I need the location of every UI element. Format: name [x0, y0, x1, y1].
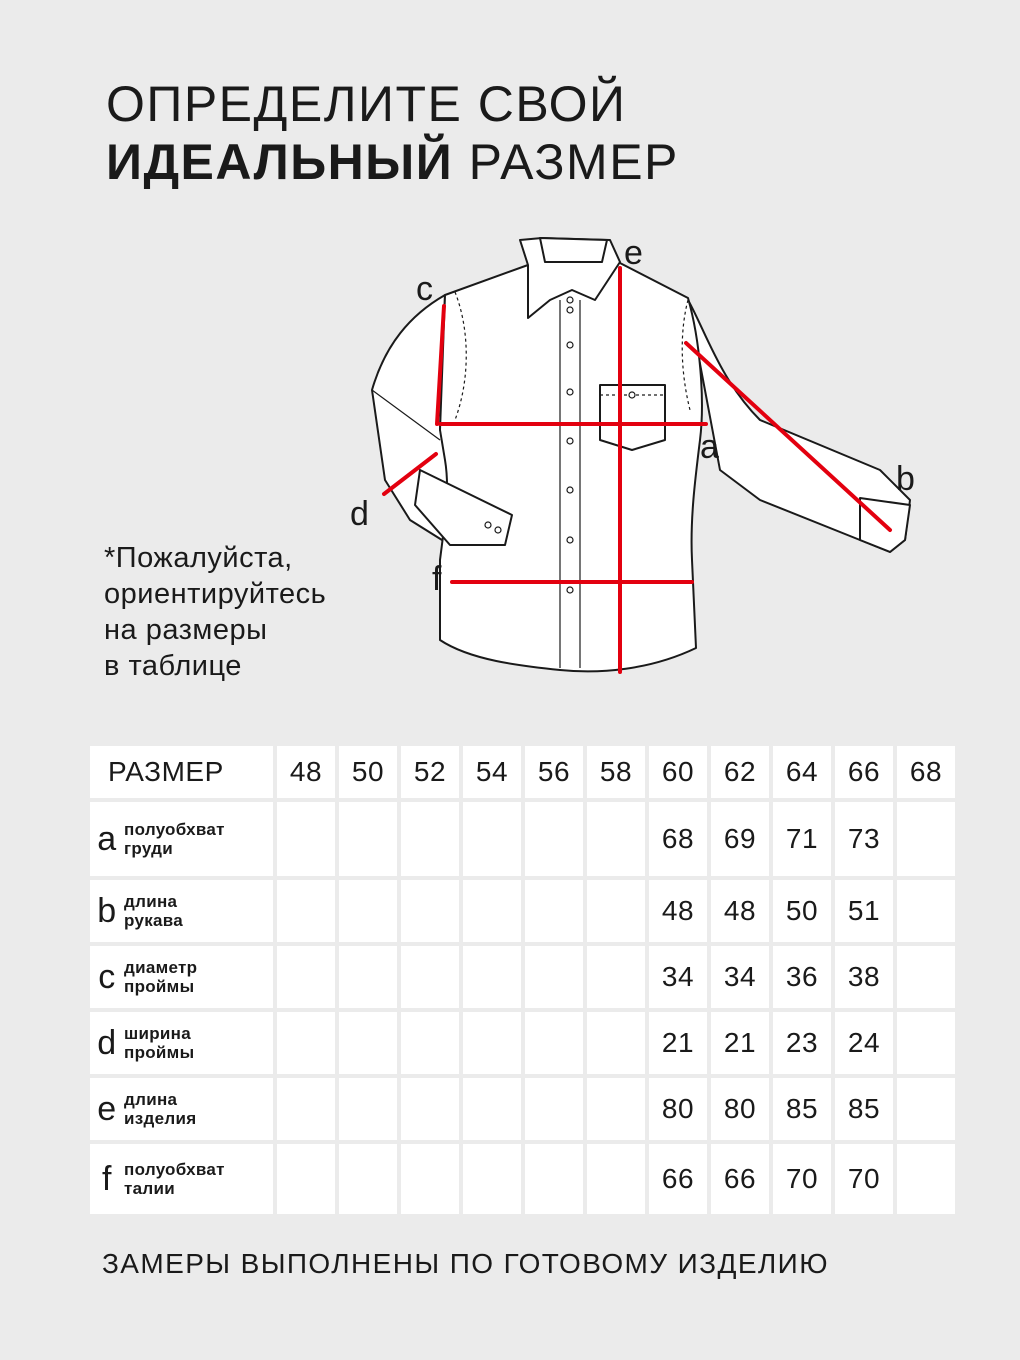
measure-label-a: a [700, 428, 719, 466]
table-cell: 80 [711, 1078, 769, 1140]
size-header-cell: 60 [649, 746, 707, 798]
table-cell: 34 [649, 946, 707, 1008]
row-label [90, 1160, 273, 1198]
table-cell [277, 1144, 335, 1214]
table-cell [525, 880, 583, 942]
table-cell: 21 [649, 1012, 707, 1074]
row-label-cell [90, 802, 273, 876]
measure-label-c: c [416, 270, 433, 308]
table-cell [339, 880, 397, 942]
row-label [90, 1024, 273, 1062]
table-cell: 85 [773, 1078, 831, 1140]
row-description-line: ширина [124, 1024, 191, 1043]
row-description-line: проймы [124, 1043, 195, 1062]
row-letter: e [97, 1090, 117, 1128]
table-cell [525, 1078, 583, 1140]
table-cell [339, 946, 397, 1008]
page-title [106, 76, 679, 190]
size-header-cell: 68 [897, 746, 955, 798]
table-cell [277, 880, 335, 942]
size-header-cell: 48 [277, 746, 335, 798]
table-row [90, 880, 955, 942]
table-cell [463, 946, 521, 1008]
table-row [90, 802, 955, 876]
table-cell: 70 [835, 1144, 893, 1214]
table-cell [525, 1144, 583, 1214]
table-cell [897, 946, 955, 1008]
size-header-cell: 64 [773, 746, 831, 798]
table-row [90, 1144, 955, 1214]
size-header-cell: 58 [587, 746, 645, 798]
table-cell: 23 [773, 1012, 831, 1074]
row-description-line: талии [124, 1179, 175, 1198]
table-cell: 51 [835, 880, 893, 942]
table-cell: 38 [835, 946, 893, 1008]
row-description-line: проймы [124, 977, 195, 996]
table-cell [587, 1012, 645, 1074]
table-cell [463, 1012, 521, 1074]
size-header-cell: 66 [835, 746, 893, 798]
table-cell [587, 880, 645, 942]
note-line: *Пожалуйста, [104, 542, 293, 574]
table-cell: 73 [835, 802, 893, 876]
table-cell [401, 946, 459, 1008]
size-header-label: РАЗМЕР [90, 746, 273, 798]
row-letter: b [97, 892, 117, 930]
title-bold-word: ИДЕАЛЬНЫЙ [106, 134, 454, 190]
size-header-cell: 50 [339, 746, 397, 798]
row-label-cell [90, 946, 273, 1008]
row-label [90, 1090, 273, 1128]
table-cell [277, 1078, 335, 1140]
table-cell: 21 [711, 1012, 769, 1074]
row-label-cell [90, 1078, 273, 1140]
row-label [90, 820, 273, 858]
table-cell: 34 [711, 946, 769, 1008]
table-cell: 80 [649, 1078, 707, 1140]
table-cell [897, 1012, 955, 1074]
table-cell [463, 1144, 521, 1214]
table-cell [463, 802, 521, 876]
size-header-cell: 52 [401, 746, 459, 798]
note-line: на размеры [104, 614, 268, 646]
footer-note: ЗАМЕРЫ ВЫПОЛНЕНЫ ПО ГОТОВОМУ ИЗДЕЛИЮ [102, 1248, 829, 1279]
table-row [90, 1078, 955, 1140]
row-description-line: длина [124, 1090, 178, 1109]
row-label-cell [90, 1144, 273, 1214]
row-description [124, 1090, 196, 1128]
table-cell: 36 [773, 946, 831, 1008]
table-cell [587, 1078, 645, 1140]
size-header-cell: 54 [463, 746, 521, 798]
table-cell [339, 1012, 397, 1074]
table-cell [401, 1078, 459, 1140]
table-cell: 70 [773, 1144, 831, 1214]
row-description-line: диаметр [124, 958, 198, 977]
row-label [90, 958, 273, 996]
table-cell [525, 946, 583, 1008]
note-line: ориентируйтесь [104, 578, 327, 610]
size-note [104, 540, 326, 684]
table-cell [277, 1012, 335, 1074]
row-description [124, 892, 183, 930]
row-letter: d [97, 1024, 117, 1062]
table-cell [587, 1144, 645, 1214]
size-header-cell: 62 [711, 746, 769, 798]
table-cell [897, 1078, 955, 1140]
shirt-outline [372, 234, 910, 671]
row-description-line: полуобхват [124, 820, 225, 839]
table-cell [463, 1078, 521, 1140]
table-cell [587, 946, 645, 1008]
table-cell [525, 1012, 583, 1074]
table-cell [897, 880, 955, 942]
row-description [124, 1160, 225, 1198]
table-cell [897, 802, 955, 876]
table-row [90, 946, 955, 1008]
row-description-line: изделия [124, 1109, 197, 1128]
row-letter: f [102, 1160, 112, 1198]
table-cell [401, 802, 459, 876]
row-letter: c [98, 958, 116, 996]
table-cell [277, 946, 335, 1008]
table-cell: 50 [773, 880, 831, 942]
table-cell [401, 1012, 459, 1074]
row-description [124, 1024, 194, 1062]
table-cell [339, 1144, 397, 1214]
table-cell: 66 [649, 1144, 707, 1214]
measure-label-e: e [624, 234, 643, 272]
table-cell [401, 880, 459, 942]
table-row [90, 1012, 955, 1074]
table-cell: 85 [835, 1078, 893, 1140]
measure-label-b: b [896, 460, 915, 498]
table-cell [525, 802, 583, 876]
table-cell: 68 [649, 802, 707, 876]
measure-label-d: d [350, 495, 369, 533]
title-line-2 [106, 134, 679, 190]
table-cell: 24 [835, 1012, 893, 1074]
row-label-cell [90, 1012, 273, 1074]
row-description-line: полуобхват [124, 1160, 225, 1179]
table-cell: 66 [711, 1144, 769, 1214]
table-cell [277, 802, 335, 876]
size-header-cell: 56 [525, 746, 583, 798]
title-regular-word: РАЗМЕР [468, 134, 679, 190]
measure-label-f: f [432, 560, 442, 598]
row-description-line: груди [124, 839, 174, 858]
size-table [86, 742, 959, 1218]
table-cell [401, 1144, 459, 1214]
table-cell [339, 802, 397, 876]
row-description [124, 958, 197, 996]
table-cell [587, 802, 645, 876]
table-cell: 71 [773, 802, 831, 876]
table-cell [463, 880, 521, 942]
title-line-1: ОПРЕДЕЛИТЕ СВОЙ [106, 76, 627, 132]
table-cell: 69 [711, 802, 769, 876]
row-description-line: длина [124, 892, 178, 911]
table-cell: 48 [711, 880, 769, 942]
row-description [124, 820, 225, 858]
row-label-cell [90, 880, 273, 942]
table-cell [897, 1144, 955, 1214]
row-label [90, 892, 273, 930]
note-line: в таблице [104, 650, 242, 682]
table-cell: 48 [649, 880, 707, 942]
row-letter: a [97, 820, 117, 858]
row-description-line: рукава [124, 911, 184, 930]
table-cell [339, 1078, 397, 1140]
table-header-row [90, 746, 955, 798]
